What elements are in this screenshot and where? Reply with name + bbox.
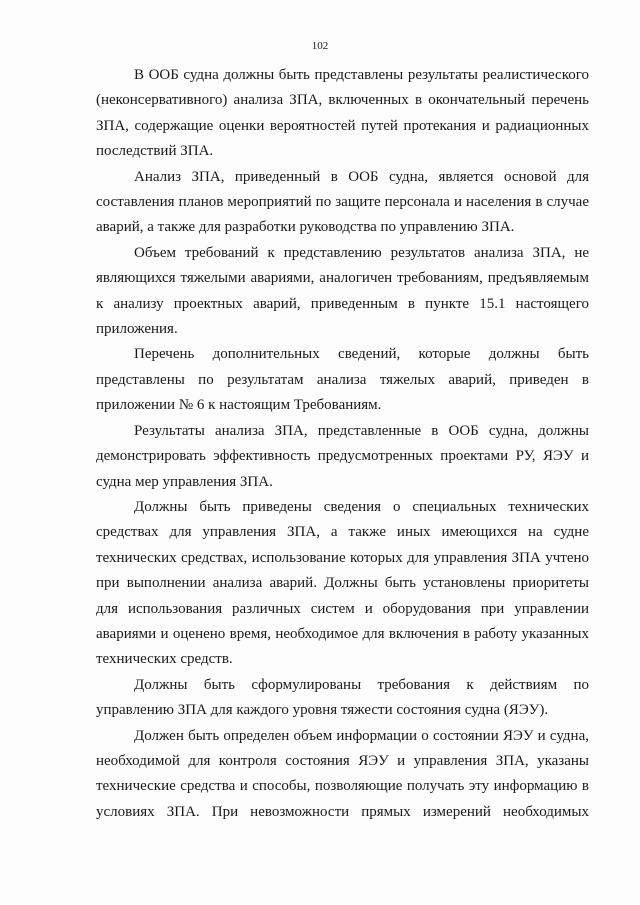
page-number: 102 xyxy=(311,40,329,52)
paragraph: Должны быть приведены сведения о специальных технических средствах для управления ЗПА, а также иных имеющихся на судне технических средствах, использование которых для управления ЗПА учтено при выполнении анализа аварий. Должны быть установлены приоритеты для использования различных систем и оборудования при управлении авариями и оценено время, необходимое для включения в работу указанных технических средств. xyxy=(96,498,589,668)
paragraph: Анализ ЗПА, приведенный в ООБ судна, является основой для составления планов мероприятий по защите персонала и населения в случае аварий, а также для разработки руководства по управлению ЗПА. xyxy=(96,168,589,236)
body-text xyxy=(96,63,589,825)
paragraph: Объем требований к представлению результатов анализа ЗПА, не являющихся тяжелыми авариями, аналогичен требованиям, предъявляемым к анализу проектных аварий, приведенным в пункте 15.1 настоящего приложения. xyxy=(96,244,589,338)
paragraph: Перечень дополнительных сведений, которые должны быть представлены по результатам анализа тяжелых аварий, приведен в приложении № 6 к настоящим Требованиям. xyxy=(96,346,589,414)
paragraph: Результаты анализа ЗПА, представленные в ООБ судна, должны демонстрировать эффективность предусмотренных проектами РУ, ЯЭУ и судна мер управления ЗПА. xyxy=(96,422,589,490)
paragraph: Должен быть определен объем информации о состоянии ЯЭУ и судна, необходимой для контроля состояния ЯЭУ и управления ЗПА, указаны технические средства и способы, позволяющие получать эту информацию в условиях ЗПА. При невозможности прямых измерений необходимых xyxy=(96,727,589,820)
paragraph: В ООБ судна должны быть представлены результаты реалистического (неконсервативного) анализа ЗПА, включенных в окончательный перечень ЗПА, содержащие оценки вероятностей путей протекания и радиационных последствий ЗПА. xyxy=(96,67,589,160)
paragraph: Должны быть сформулированы требования к действиям по управлению ЗПА для каждого уровня тяжести состояния судна (ЯЭУ). xyxy=(96,676,589,719)
